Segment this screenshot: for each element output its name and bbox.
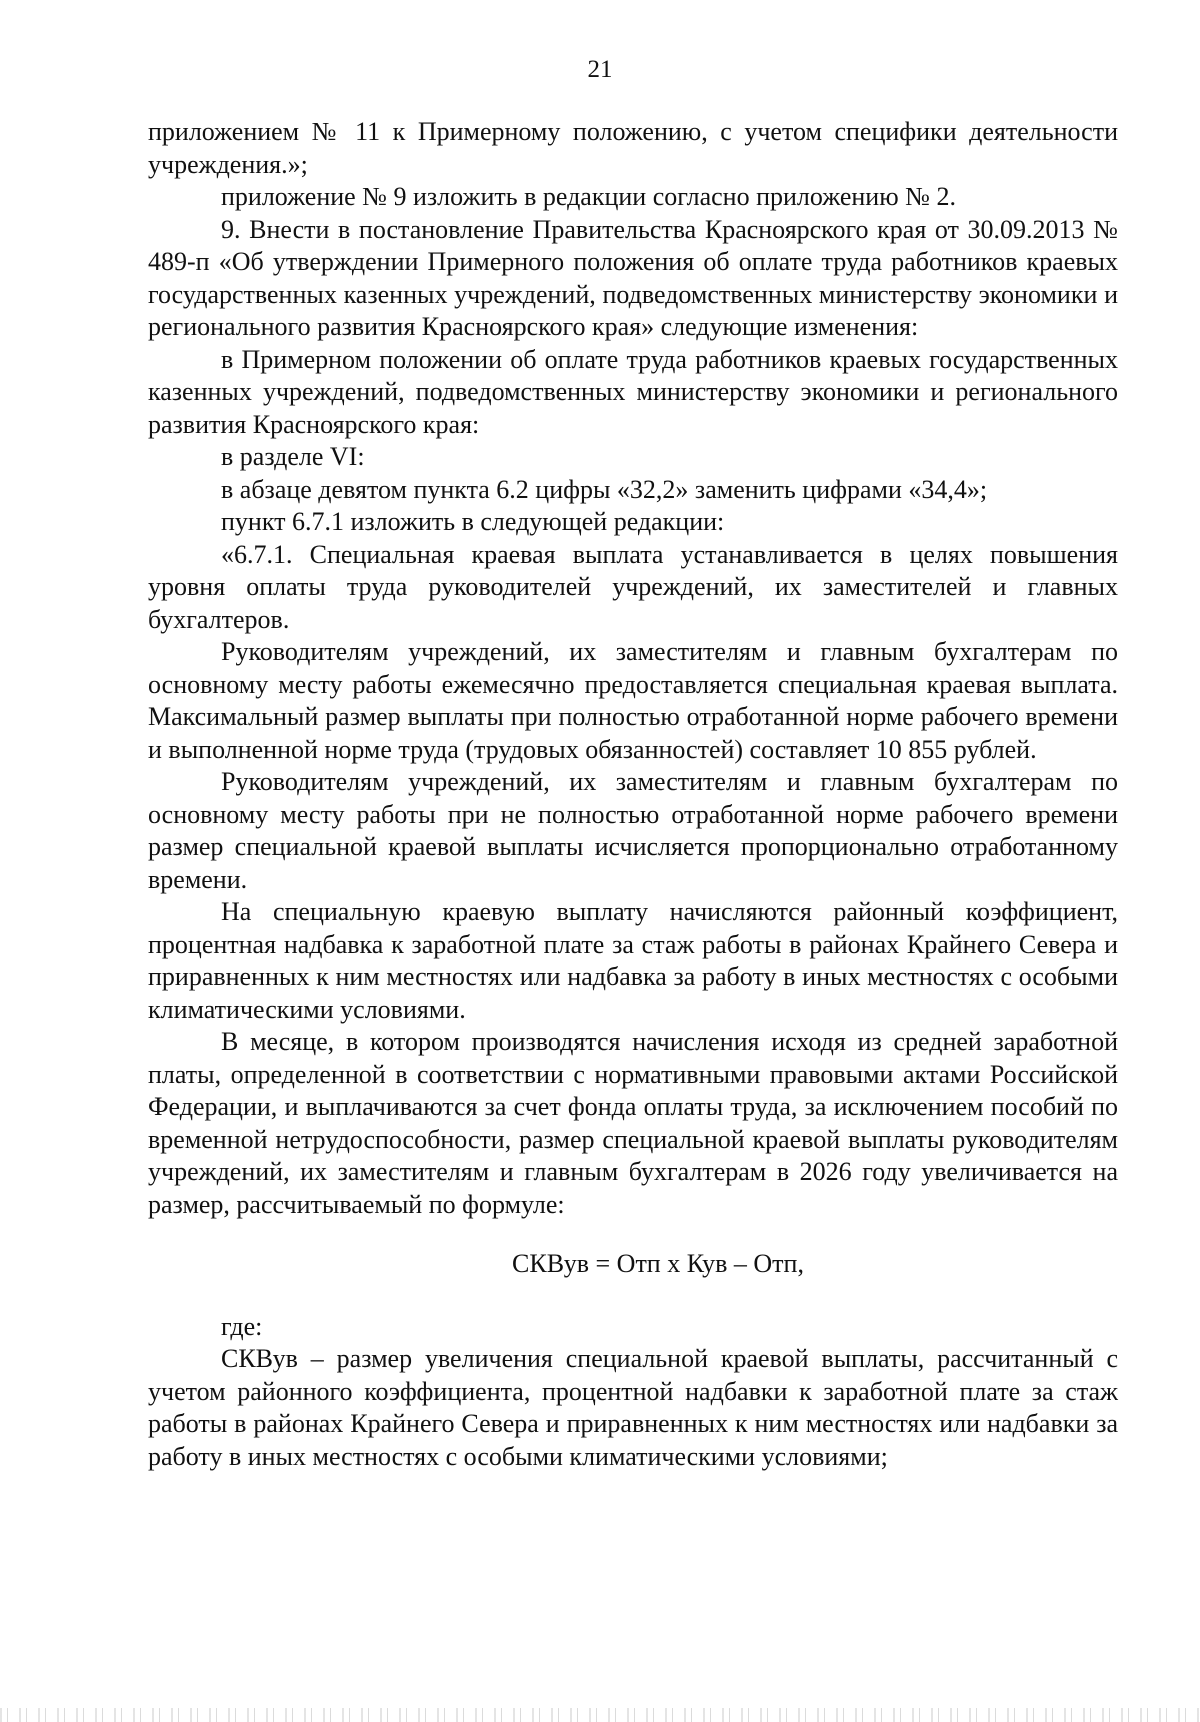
document-body <box>148 116 1118 1473</box>
paragraph-4: в Примерном положении об оплате труда работников краевых государственных казенных учреждений, подведомственных министерству экономики и регионального развития Красноярского края: <box>148 344 1118 439</box>
page-number: 21 <box>587 56 613 83</box>
where-label: где: <box>221 1311 263 1341</box>
paragraph-10: Руководителям учреждений, их заместителям и главным бухгалтерам по основному месту работы при не полностью отработанной норме рабочего времени размер специальной краевой выплаты исчисляется пропорционально отработанному времени. <box>148 767 1118 894</box>
scan-edge-artifact <box>0 1708 1200 1722</box>
paragraph-1: приложением № 11 к Примерному положению, с учетом специфики деятельности учреждения.»; <box>148 117 1118 179</box>
formula: СКВув = Отп х Кув – Отп, <box>512 1249 804 1278</box>
paragraph-6: в абзаце девятом пункта 6.2 цифры «32,2» заменить цифрами «34,4»; <box>221 474 988 504</box>
paragraph-11: На специальную краевую выплату начисляются районный коэффициент, процентная надбавка к заработной плате за стаж работы в районах Крайнего Севера и приравненных к ним местностях или надбавка за работу в иных местностях с особыми климатическими условиями. <box>148 897 1118 1024</box>
definition-paragraph: СКВув – размер увеличения специальной краевой выплаты, рассчитанный с учетом районного коэффициента, процентной надбавки к заработной плате за стаж работы в районах Крайнего Севера и приравненных к ним местностях или надбавки за работу в иных местностях с особыми климатическими условиями; <box>148 1344 1118 1471</box>
paragraph-2: приложение № 9 изложить в редакции согласно приложению № 2. <box>221 182 956 211</box>
paragraph-8: «6.7.1. Специальная краевая выплата устанавливается в целях повышения уровня оплаты труда руководителей учреждений, их заместителей и главных бухгалтеров. <box>148 539 1118 634</box>
paragraph-5: в разделе VI: <box>221 442 365 471</box>
paragraph-7: пункт 6.7.1 изложить в следующей редакции: <box>221 507 725 536</box>
paragraph-3: 9. Внести в постановление Правительства Красноярского края от 30.09.2013 № 489-п «Об утверждении Примерного положения об оплате труда работников краевых государственных казенных учреждений, подведомственных министерству экономики и регионального развития Красноярского края» следующие изменения: <box>148 214 1118 341</box>
paragraph-9: Руководителям учреждений, их заместителям и главным бухгалтерам по основному месту работы ежемесячно предоставляется специальная краевая выплата. Максимальный размер выплаты при полностью отработанной норме рабочего времени и выполненной норме труда (трудовых обязанностей) составляет 10 855 рублей. <box>148 637 1118 764</box>
paragraph-12: В месяце, в котором производятся начисления исходя из средней заработной платы, определенной в соответствии с нормативными правовыми актами Российской Федерации, и выплачиваются за счет фонда оплаты труда, за исключением пособий по временной нетрудоспособности, размер специальной краевой выплаты руководителям учреждений, их заместителям и главным бухгалтерам в 2026 году увеличивается на размер, рассчитываемый по формуле: <box>148 1027 1118 1219</box>
